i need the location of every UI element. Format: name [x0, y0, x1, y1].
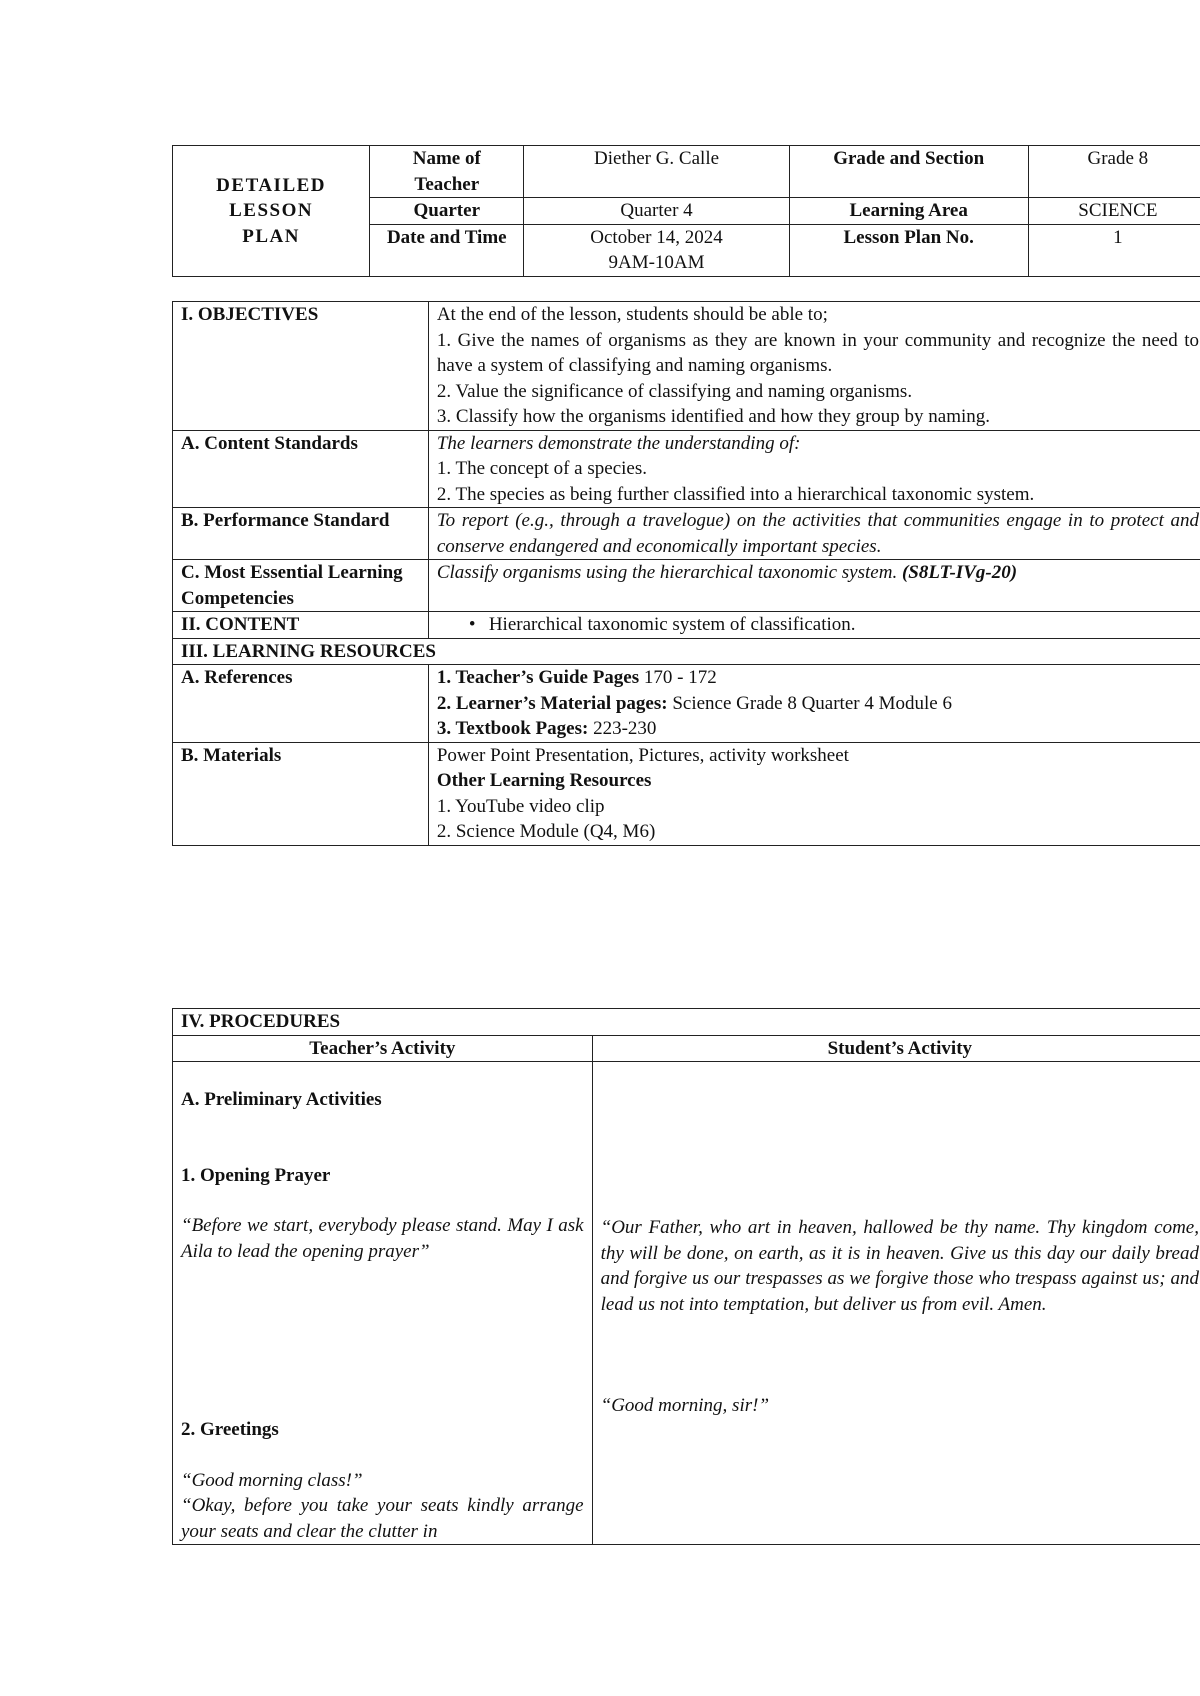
content-standard-item: 2. The species as being further classified into a hierarchical taxonomic system. [436, 483, 1035, 505]
melc-label: C. Most Essential Learning Competencies [173, 560, 429, 612]
references-label: A. References [173, 665, 429, 743]
opening-prayer-title: 1. Opening Prayer [181, 1164, 331, 1186]
content-standards-intro: The learners demonstrate the understanding of: [436, 432, 801, 454]
content-standards-content [428, 430, 1200, 508]
prayer-student-text: “Our Father, who art in heaven, hallowed be thy name. Thy kingdom come, thy will be done, on earth, as it is in heaven. Give us this day our daily bread and forgive us our trespasses as we forgive those who trespass against us; and lead us not into temptation, but deliver us from evil. Amen. [600, 1217, 1199, 1315]
tg-line [437, 665, 1199, 691]
teacher-name-label: Name of Teacher [370, 146, 524, 198]
bullet-icon: • [468, 614, 476, 635]
other-resources-label: Other Learning Resources [436, 770, 652, 791]
content-item-text: Hierarchical taxonomic system of classification. [488, 614, 856, 635]
materials-text: Power Point Presentation, Pictures, activity worksheet [436, 744, 849, 766]
materials-content [428, 742, 1200, 845]
references-content [428, 665, 1200, 743]
tb-line [437, 716, 1199, 742]
doc-title [173, 146, 370, 277]
teacher-name-value: Diether G. Calle [524, 146, 789, 198]
doc-title-line: DETAILED [216, 174, 327, 196]
tg-value: 170 - 172 [643, 667, 717, 688]
other-resource-item: 1. YouTube video clip [436, 795, 605, 817]
content-standard-item: 1. The concept of a species. [436, 458, 647, 479]
lesson-plan-value: 1 [1028, 224, 1200, 276]
date-value [524, 224, 789, 276]
header-table [172, 145, 1200, 277]
student-activity-column [592, 1062, 1200, 1545]
content-standards-label: A. Content Standards [173, 430, 429, 508]
prayer-teacher-text: “Before we start, everybody please stand. May I ask Aila to lead the opening prayer” [181, 1215, 584, 1262]
preliminary-activities-title: A. Preliminary Activities [181, 1089, 382, 1110]
lm-line [437, 691, 1199, 717]
student-activity-header: Student’s Activity [592, 1035, 1200, 1062]
tg-label: 1. Teacher’s Guide Pages [436, 667, 640, 688]
tb-value: 223-230 [593, 718, 657, 739]
tb-label: 3. Textbook Pages: [436, 718, 589, 739]
quarter-label: Quarter [370, 198, 524, 225]
objective-item: 3. Classify how the organisms identified and how they group by naming. [436, 406, 991, 427]
lm-value: Science Grade 8 Quarter 4 Module 6 [672, 692, 952, 714]
objective-item: 2. Value the significance of classifying and naming organisms. [436, 380, 913, 402]
learning-area-value: SCIENCE [1028, 198, 1200, 225]
learning-area-label: Learning Area [789, 198, 1028, 225]
objectives-label: I. OBJECTIVES [173, 302, 429, 431]
learning-resources-label: III. LEARNING RESOURCES [173, 638, 1200, 665]
performance-standard-label: B. Performance Standard [173, 508, 429, 560]
greet-teacher-line: “Okay, before you take your seats kindly arrange your seats and clear the clutter in [181, 1495, 584, 1542]
lesson-plan-label: Lesson Plan No. [789, 224, 1028, 276]
procedures-label: IV. PROCEDURES [173, 1009, 1200, 1036]
doc-title-line: PLAN [242, 225, 300, 247]
performance-standard-text: To report (e.g., through a travelogue) on the activities that communities engage in to protect and conserve endangered and economically important species. [428, 508, 1200, 560]
teacher-activity-column [173, 1062, 593, 1545]
grade-label: Grade and Section [789, 146, 1028, 198]
teacher-activity-header: Teacher’s Activity [173, 1035, 593, 1062]
melc-text: Classify organisms using the hierarchical taxonomic system. [436, 562, 898, 583]
melc-code: (S8LT-IVg-20) [901, 562, 1018, 583]
content-item [428, 612, 1200, 639]
date-label: Date and Time [370, 224, 524, 276]
time-text: 9AM-10AM [608, 252, 705, 273]
materials-label: B. Materials [173, 742, 429, 845]
objective-item: 1. Give the names of organisms as they are known in your community and recognize the need to have a system of classifying and naming organisms. [436, 329, 1199, 376]
melc-content [428, 560, 1200, 612]
greetings-title: 2. Greetings [181, 1419, 279, 1440]
quarter-value: Quarter 4 [524, 198, 789, 225]
greet-student-text: “Good morning, sir!” [600, 1395, 770, 1416]
grade-value: Grade 8 [1028, 146, 1200, 198]
lesson-table [172, 301, 1200, 846]
content-label: II. CONTENT [173, 612, 429, 639]
objectives-content [428, 302, 1200, 431]
objectives-intro: At the end of the lesson, students should be able to; [436, 304, 828, 325]
other-resource-item: 2. Science Module (Q4, M6) [436, 821, 656, 842]
doc-title-line: LESSON [229, 200, 314, 221]
lm-label: 2. Learner’s Material pages: [436, 692, 668, 714]
greet-teacher-line: “Good morning class!” [181, 1469, 363, 1491]
date-text: October 14, 2024 [590, 226, 723, 248]
procedures-table [172, 1008, 1200, 1545]
